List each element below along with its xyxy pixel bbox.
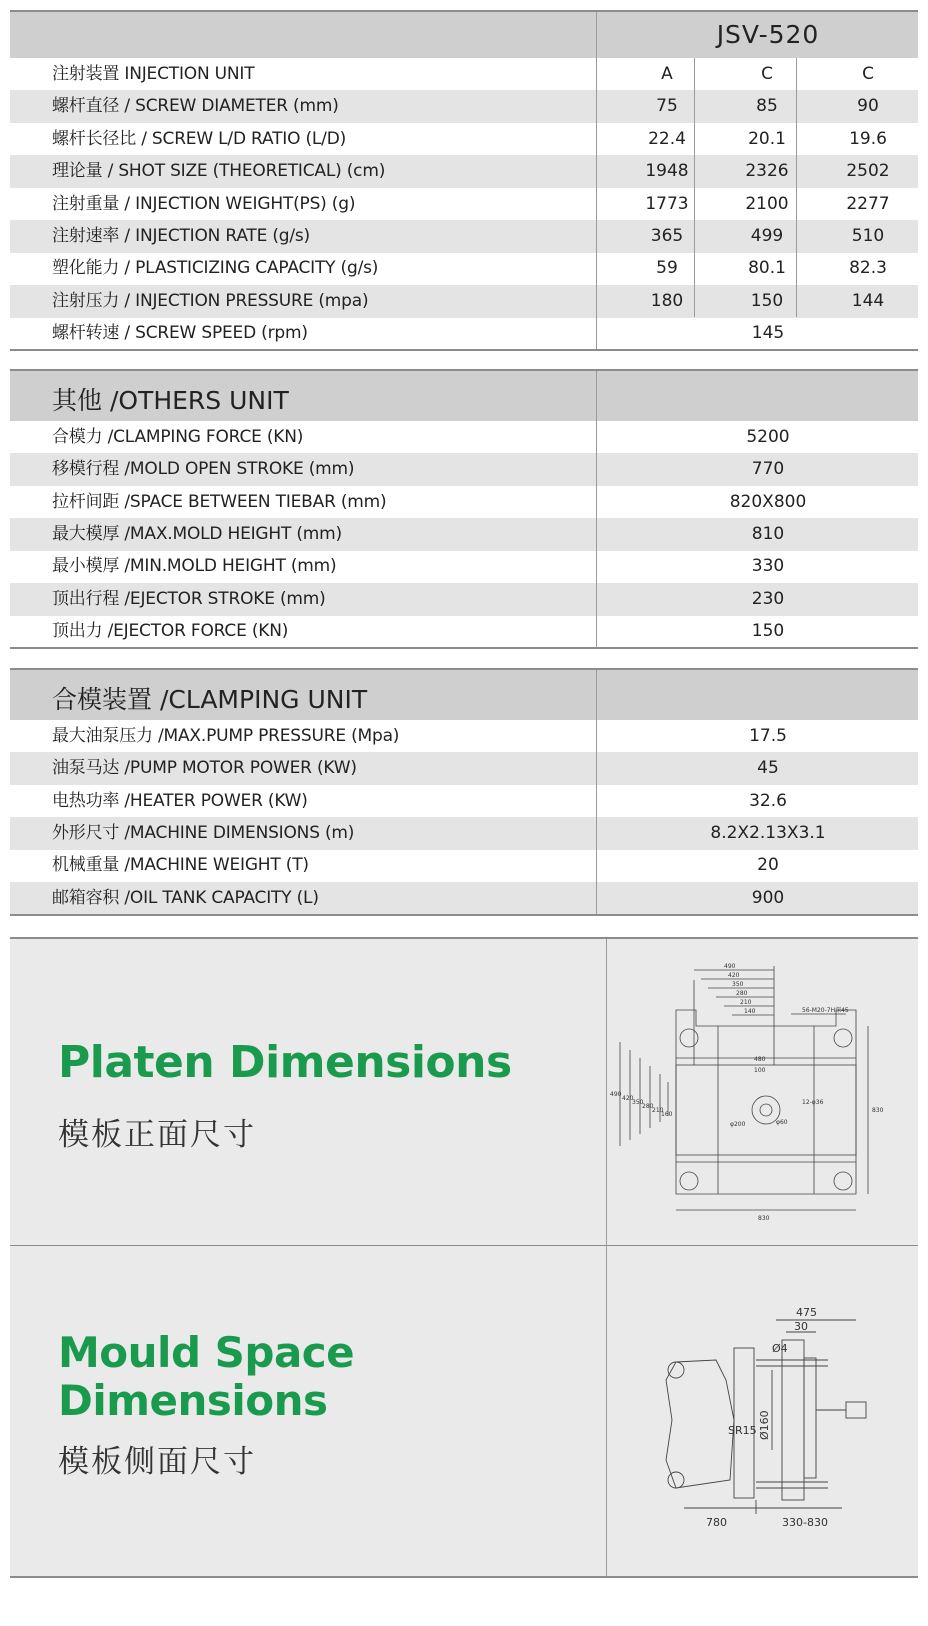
cell-value: 8.2X2.13X3.1 — [710, 822, 826, 843]
cell-a: 59 — [656, 258, 678, 279]
clamping-unit-title: 合模装置 /CLAMPING UNIT — [52, 685, 368, 714]
row-label: 电热功率 /HEATER POWER (KW) — [52, 790, 308, 811]
dim-v490: 490 — [610, 1091, 622, 1098]
table-row — [10, 882, 918, 915]
platen-subtitle: 模板正面尺寸 — [58, 1117, 256, 1153]
column-divider — [796, 58, 797, 317]
table-row — [10, 720, 918, 753]
cell-value: 330 — [751, 556, 785, 577]
cell-a: A — [661, 64, 673, 84]
cell-b: 20.1 — [748, 128, 786, 149]
cell-a: 1773 — [645, 193, 689, 214]
clamping-unit-header — [10, 670, 918, 720]
platen-title: Platen Dimensions — [58, 1037, 512, 1088]
dim-v280: 280 — [642, 1103, 654, 1110]
cell-a: 22.4 — [648, 128, 686, 149]
table-row — [10, 123, 918, 156]
cell-value: 900 — [751, 887, 785, 908]
table-row — [10, 752, 918, 785]
table-row — [10, 285, 918, 318]
cell-b: 150 — [750, 290, 784, 311]
row-label: 注射重量 / INJECTION WEIGHT(PS) (g) — [52, 193, 356, 214]
cell-value: 770 — [751, 459, 785, 480]
cell-b: 2326 — [745, 161, 789, 182]
row-label: 螺杆长径比 / SCREW L/D RATIO (L/D) — [52, 128, 347, 149]
table-row — [10, 817, 918, 850]
cell-c: 2502 — [846, 161, 890, 182]
row-label: 顶出力 /EJECTOR FORCE (KN) — [52, 620, 289, 641]
dim-v210: 210 — [652, 1107, 664, 1114]
table-row — [10, 486, 918, 519]
cell-a: 75 — [656, 96, 678, 117]
table-row — [10, 58, 918, 91]
cell-c: 19.6 — [849, 128, 887, 149]
dim-v160: 160 — [661, 1111, 673, 1118]
table-row — [10, 615, 918, 648]
dim-100: 100 — [754, 1067, 766, 1074]
row-label: 油泵马达 /PUMP MOTOR POWER (KW) — [52, 758, 357, 779]
dim-830-w: 830 — [758, 1215, 770, 1222]
row-label: 最大模厚 /MAX.MOLD HEIGHT (mm) — [52, 523, 342, 544]
table-row — [10, 518, 918, 551]
cell-c: 510 — [851, 226, 885, 246]
cell-a: 1948 — [645, 161, 689, 182]
cell-value: 45 — [757, 758, 779, 779]
cell-value: 32.6 — [749, 790, 787, 811]
dim-sr15: SR15 — [728, 1424, 757, 1437]
table-row — [10, 785, 918, 818]
row-label: 邮箱容积 /OIL TANK CAPACITY (L) — [52, 887, 319, 908]
clamping-unit-table — [10, 720, 918, 914]
cell-c: 2277 — [846, 193, 890, 214]
cell-value: 810 — [751, 523, 785, 544]
dim-350: 350 — [732, 981, 744, 988]
cell-value: 145 — [751, 323, 785, 344]
row-label: 注射速率 / INJECTION RATE (g/s) — [52, 226, 310, 246]
cell-b: C — [761, 64, 773, 84]
holes-label: 12-φ36 — [802, 1099, 824, 1106]
row-label: 螺杆直径 / SCREW DIAMETER (mm) — [52, 96, 339, 117]
dim-v420: 420 — [622, 1095, 634, 1102]
row-label: 顶出行程 /EJECTOR STROKE (mm) — [52, 588, 326, 609]
dim-140: 140 — [744, 1008, 756, 1015]
row-label: 拉杆间距 /SPACE BETWEEN TIEBAR (mm) — [52, 491, 387, 512]
row-label: 机械重量 /MACHINE WEIGHT (T) — [52, 855, 309, 876]
dim-30: 30 — [794, 1320, 808, 1333]
thread-label: 56-M20-7H深45 — [802, 1007, 849, 1014]
row-label: 合模力 /CLAMPING FORCE (KN) — [52, 427, 304, 447]
model-name: JSV-520 — [716, 20, 820, 49]
table-row — [10, 550, 918, 583]
cell-b: 2100 — [745, 193, 789, 214]
row-label: 最小模厚 /MIN.MOLD HEIGHT (mm) — [52, 556, 337, 577]
dim-280: 280 — [736, 990, 748, 997]
row-label: 最大油泵压力 /MAX.PUMP PRESSURE (Mpa) — [52, 726, 400, 746]
column-divider — [596, 12, 597, 350]
table-row — [10, 188, 918, 221]
others-unit-table — [10, 421, 918, 647]
cell-value: 17.5 — [749, 726, 787, 746]
table-row — [10, 583, 918, 616]
dim-475: 475 — [796, 1306, 817, 1319]
cell-value: 5200 — [746, 427, 790, 447]
phi200-label: φ200 — [730, 1121, 746, 1128]
cell-c: 144 — [851, 290, 885, 311]
cell-c: C — [862, 64, 874, 84]
phi60-label: φ60 — [776, 1119, 788, 1126]
dim-phi160: Ø160 — [758, 1410, 771, 1440]
row-label: 外形尺寸 /MACHINE DIMENSIONS (m) — [52, 822, 355, 843]
cell-a: 180 — [650, 290, 684, 311]
row-label: 注射装置 INJECTION UNIT — [52, 64, 255, 84]
table-row — [10, 220, 918, 253]
cell-b: 80.1 — [748, 258, 786, 279]
cell-a: 365 — [650, 226, 684, 246]
cell-value: 20 — [757, 855, 779, 876]
dim-490: 490 — [724, 963, 736, 970]
mould-title-line1: Mould Space — [58, 1328, 355, 1377]
cell-b: 85 — [756, 96, 778, 117]
row-label: 注射压力 / INJECTION PRESSURE (mpa) — [52, 290, 369, 311]
dim-210: 210 — [740, 999, 752, 1006]
table-row — [10, 317, 918, 350]
row-label: 塑化能力 / PLASTICIZING CAPACITY (g/s) — [52, 258, 379, 279]
cell-value: 230 — [751, 588, 785, 609]
dim-780: 780 — [706, 1516, 727, 1529]
table-row — [10, 155, 918, 188]
dim-330-830: 330-830 — [782, 1516, 828, 1529]
model-header-bar — [10, 12, 918, 58]
cell-value: 820X800 — [729, 491, 807, 512]
others-unit-header — [10, 371, 918, 421]
column-divider — [694, 58, 695, 317]
dim-v350: 350 — [632, 1099, 644, 1106]
dim-phi4: Ø4 — [772, 1342, 788, 1355]
column-divider — [596, 371, 597, 647]
table-row — [10, 90, 918, 123]
table-row — [10, 421, 918, 454]
cell-value: 150 — [751, 620, 785, 641]
row-label: 理论量 / SHOT SIZE (THEORETICAL) (cm) — [52, 161, 386, 182]
cell-c: 82.3 — [849, 258, 887, 279]
table-row — [10, 252, 918, 285]
row-label: 移模行程 /MOLD OPEN STROKE (mm) — [52, 459, 355, 480]
cell-b: 499 — [750, 226, 784, 246]
mould-subtitle: 模板侧面尺寸 — [58, 1444, 256, 1480]
mould-title-line2: Dimensions — [58, 1376, 328, 1425]
cell-c: 90 — [857, 96, 879, 117]
table-row — [10, 453, 918, 486]
row-label: 螺杆转速 / SCREW SPEED (rpm) — [52, 323, 308, 344]
others-unit-title: 其他 /OTHERS UNIT — [52, 386, 289, 415]
table-row — [10, 849, 918, 882]
dim-420: 420 — [728, 972, 740, 979]
column-divider — [596, 670, 597, 914]
platen-drawing — [606, 950, 906, 1240]
mould-space-drawing — [606, 1300, 906, 1550]
injection-unit-table — [10, 58, 918, 350]
dim-480: 480 — [754, 1056, 766, 1063]
dim-830-h: 830 — [872, 1107, 884, 1114]
